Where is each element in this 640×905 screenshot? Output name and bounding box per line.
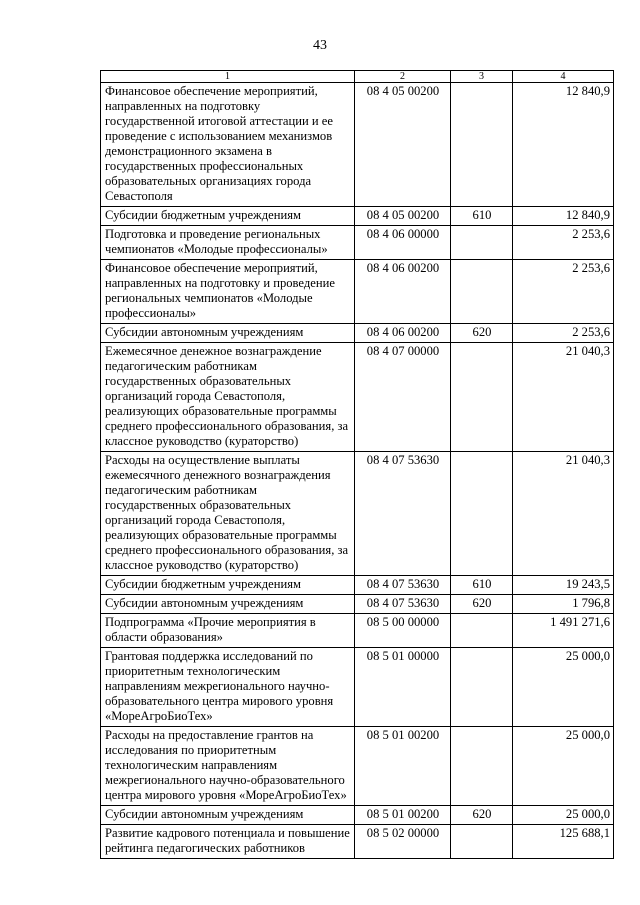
row-amount: 25 000,0 (513, 806, 614, 825)
row-name: Финансовое обеспечение мероприятий, направленных на подготовку и проведение региональных чемпионатов «Молодые профессионалы» (101, 260, 355, 324)
row-name: Субсидии бюджетным учреждениям (101, 207, 355, 226)
row-amount: 1 796,8 (513, 595, 614, 614)
table-row (101, 207, 614, 226)
table-row (101, 226, 614, 260)
row-vr (451, 648, 513, 727)
row-code: 08 4 07 53630 (355, 576, 451, 595)
row-vr: 620 (451, 595, 513, 614)
row-code: 08 4 07 53630 (355, 452, 451, 576)
row-vr: 610 (451, 207, 513, 226)
row-amount: 21 040,3 (513, 343, 614, 452)
table-row (101, 806, 614, 825)
row-vr (451, 260, 513, 324)
column-header-name: 1 (101, 71, 355, 83)
table-row (101, 452, 614, 576)
table-row (101, 260, 614, 324)
budget-table (100, 70, 614, 859)
table-row (101, 727, 614, 806)
row-name: Грантовая поддержка исследований по приоритетным технологическим направлениям межрегионального научно-образовательного центра мирового уровня «МореАгроБиоТех» (101, 648, 355, 727)
row-code: 08 4 05 00200 (355, 83, 451, 207)
table-row (101, 595, 614, 614)
row-code: 08 4 06 00200 (355, 260, 451, 324)
row-name: Финансовое обеспечение мероприятий, направленных на подготовку государственной итоговой аттестации и ее проведение с использованием механизмов демонстрационного экзамена в государственных профессиональных образовательных организациях города Севастополя (101, 83, 355, 207)
table-row (101, 324, 614, 343)
row-amount: 25 000,0 (513, 648, 614, 727)
row-name: Расходы на осуществление выплаты ежемесячного денежного вознаграждения педагогическим работникам государственных образовательных организаций города Севастополя, реализующих образовательные программы среднего профессионального образования, за классное руководство (кураторство) (101, 452, 355, 576)
row-vr: 610 (451, 576, 513, 595)
table-row (101, 614, 614, 648)
row-code: 08 4 07 00000 (355, 343, 451, 452)
row-amount: 19 243,5 (513, 576, 614, 595)
row-amount: 12 840,9 (513, 83, 614, 207)
row-amount: 125 688,1 (513, 825, 614, 859)
row-code: 08 5 01 00200 (355, 806, 451, 825)
column-header-vr: 3 (451, 71, 513, 83)
row-amount: 12 840,9 (513, 207, 614, 226)
row-amount: 25 000,0 (513, 727, 614, 806)
row-name: Расходы на предоставление грантов на исследования по приоритетным технологическим направлениям межрегионального научно-образовательного центра мирового уровня «МореАгроБиоТех» (101, 727, 355, 806)
column-header-amount: 4 (513, 71, 614, 83)
row-code: 08 5 02 00000 (355, 825, 451, 859)
table-header-row (101, 71, 614, 83)
row-amount: 2 253,6 (513, 324, 614, 343)
row-vr (451, 226, 513, 260)
row-code: 08 4 05 00200 (355, 207, 451, 226)
column-header-code: 2 (355, 71, 451, 83)
row-vr (451, 727, 513, 806)
row-name: Субсидии автономным учреждениям (101, 806, 355, 825)
row-amount: 1 491 271,6 (513, 614, 614, 648)
row-vr (451, 452, 513, 576)
table-row (101, 648, 614, 727)
row-name: Развитие кадрового потенциала и повышение рейтинга педагогических работников (101, 825, 355, 859)
row-amount: 2 253,6 (513, 226, 614, 260)
row-name: Субсидии автономным учреждениям (101, 324, 355, 343)
table-row (101, 83, 614, 207)
row-amount: 2 253,6 (513, 260, 614, 324)
page-number: 43 (313, 38, 327, 53)
row-vr: 620 (451, 806, 513, 825)
row-name: Ежемесячное денежное вознаграждение педагогическим работникам государственных образовательных организаций города Севастополя, реализующих образовательные программы среднего профессионального образования, за классное руководство (кураторство) (101, 343, 355, 452)
row-vr (451, 614, 513, 648)
row-name: Субсидии автономным учреждениям (101, 595, 355, 614)
row-vr: 620 (451, 324, 513, 343)
row-code: 08 4 06 00000 (355, 226, 451, 260)
row-code: 08 5 00 00000 (355, 614, 451, 648)
row-name: Подпрограмма «Прочие мероприятия в области образования» (101, 614, 355, 648)
row-amount: 21 040,3 (513, 452, 614, 576)
row-name: Подготовка и проведение региональных чемпионатов «Молодые профессионалы» (101, 226, 355, 260)
row-vr (451, 343, 513, 452)
row-code: 08 4 07 53630 (355, 595, 451, 614)
row-vr (451, 825, 513, 859)
row-code: 08 5 01 00200 (355, 727, 451, 806)
row-name: Субсидии бюджетным учреждениям (101, 576, 355, 595)
table-row (101, 343, 614, 452)
row-vr (451, 83, 513, 207)
table-row (101, 825, 614, 859)
row-code: 08 4 06 00200 (355, 324, 451, 343)
row-code: 08 5 01 00000 (355, 648, 451, 727)
table-row (101, 576, 614, 595)
